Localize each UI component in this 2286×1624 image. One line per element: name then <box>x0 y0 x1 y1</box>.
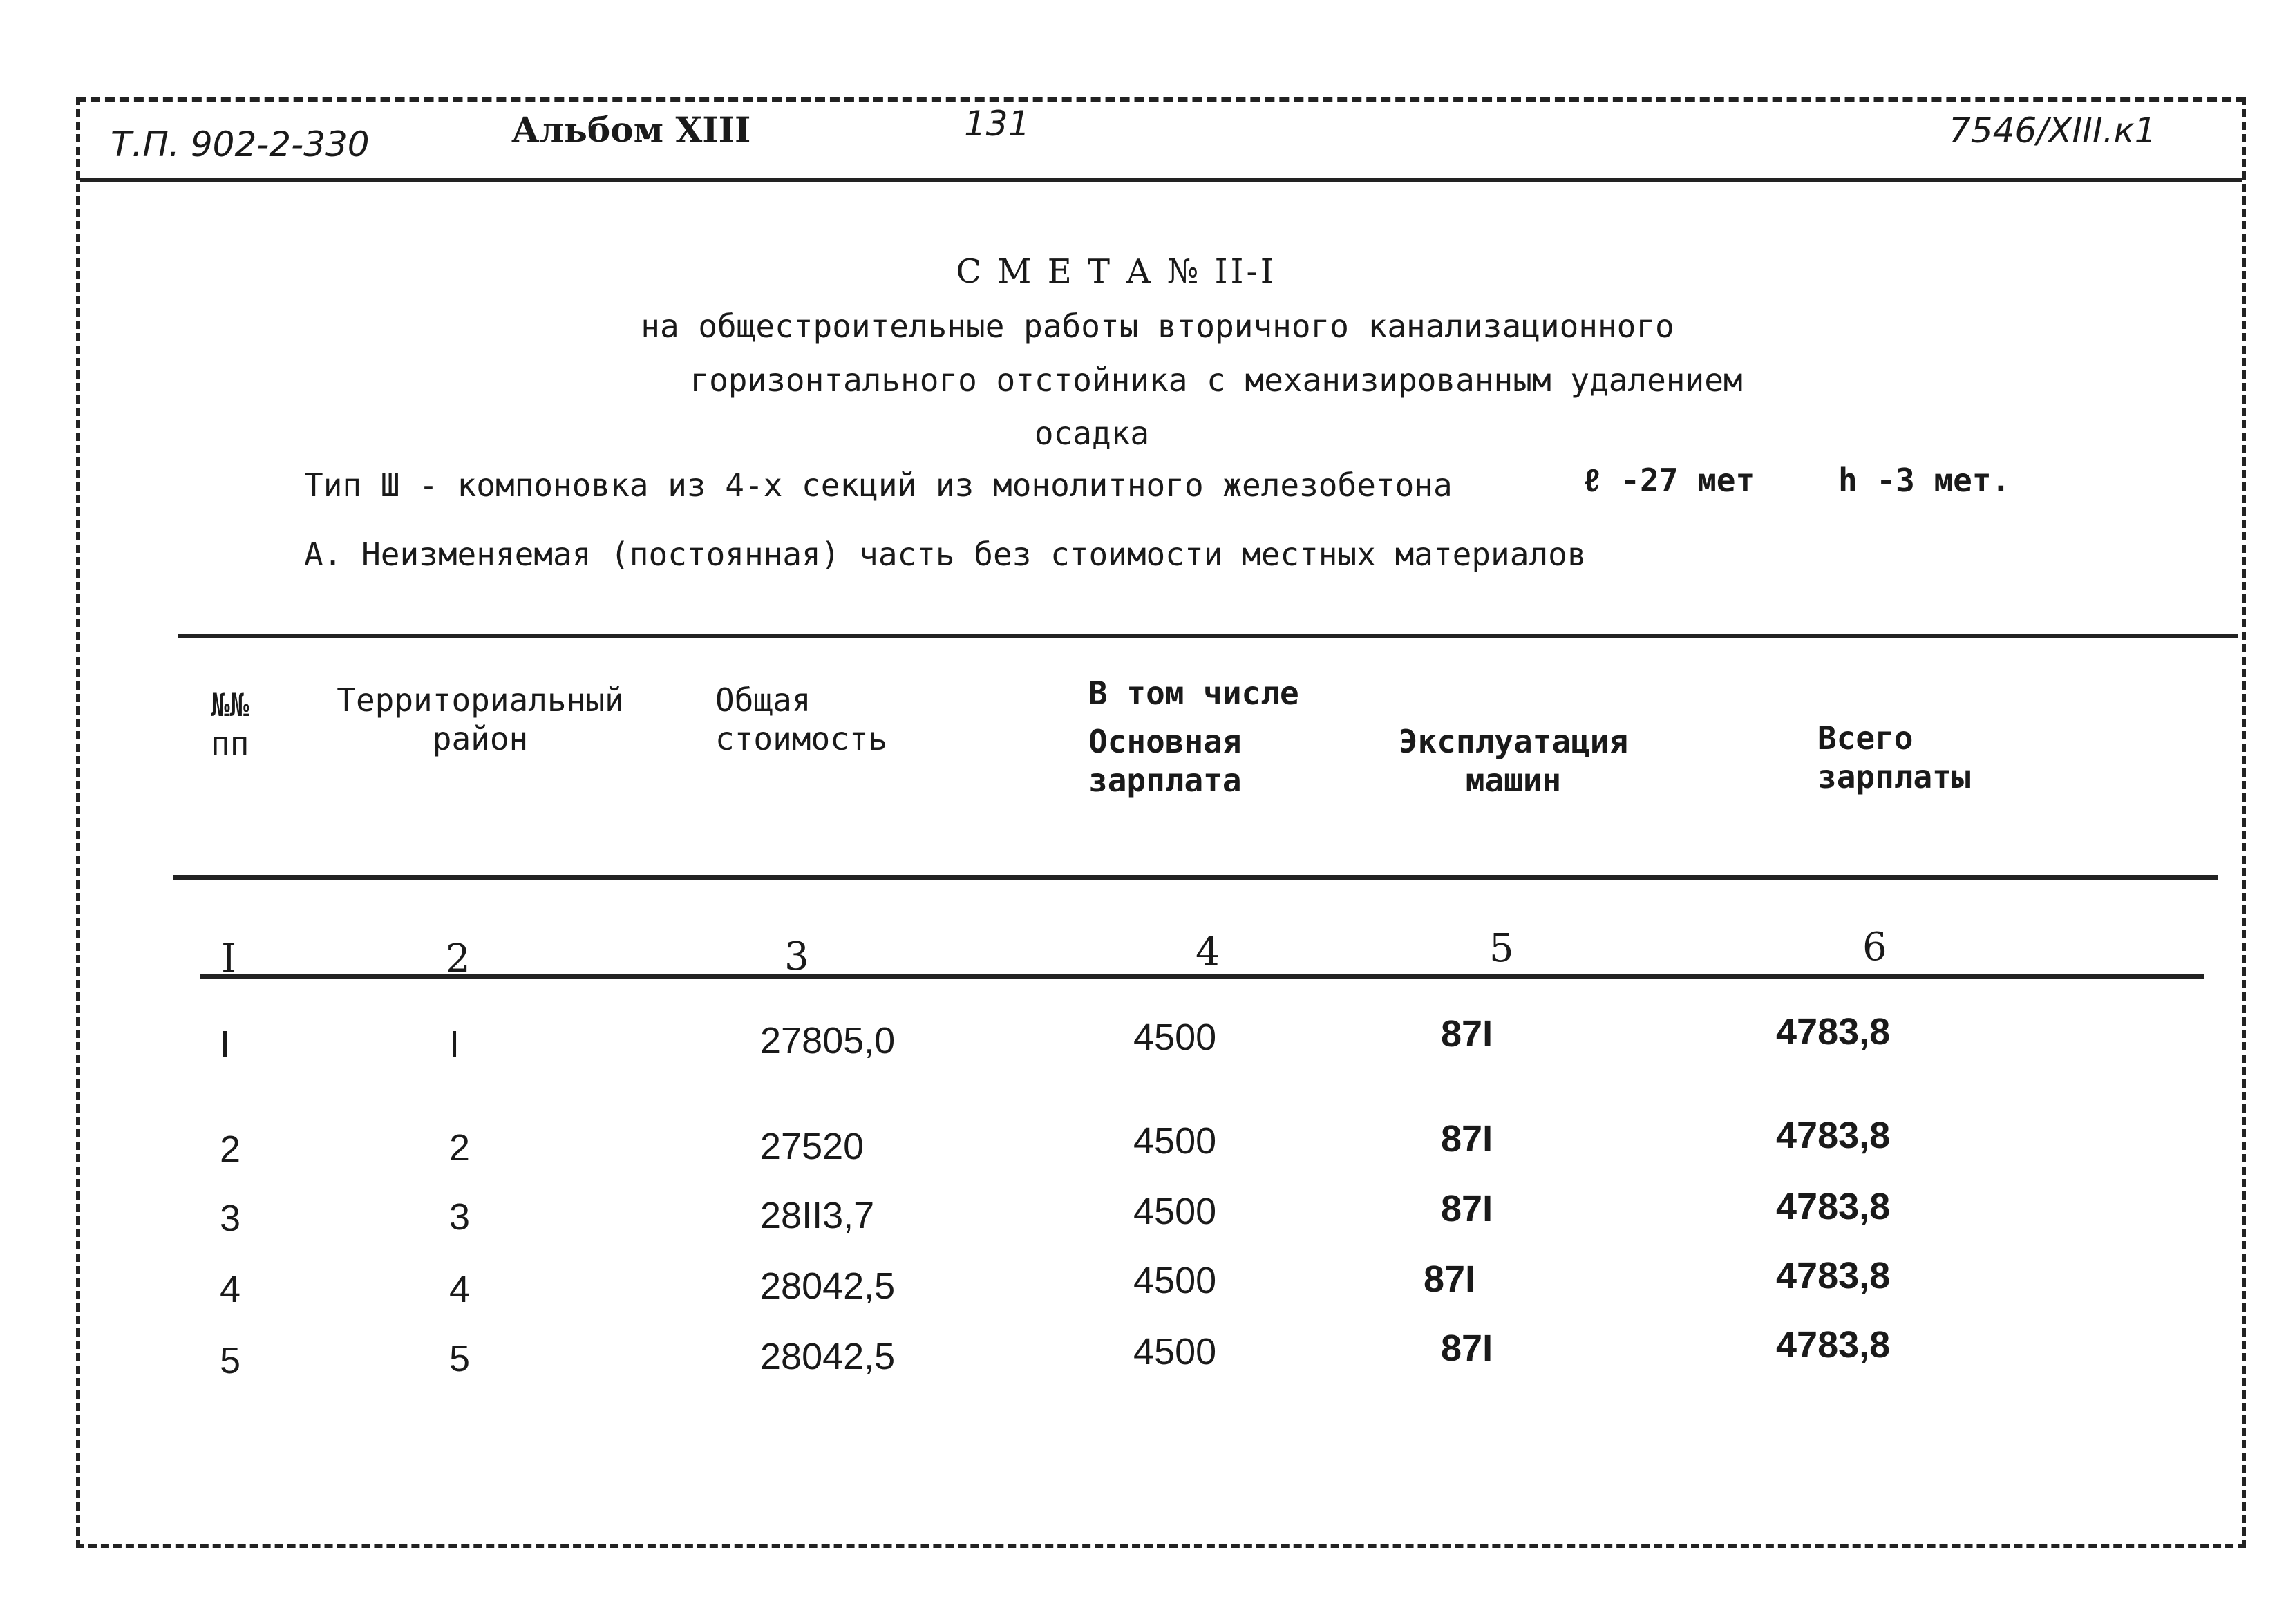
title-line-2: горизонтального отстойника с механизированным удалением <box>690 361 1743 399</box>
column-number-3: 3 <box>784 934 809 979</box>
title-line-1: на общестроительные работы вторичного канализационного <box>641 308 1674 345</box>
header-col-1-line-1: №№ <box>211 686 249 724</box>
column-number-1: I <box>221 936 237 981</box>
row-1-number: I <box>220 1023 231 1065</box>
row-1-total-salary: 4783,8 <box>1776 1011 1891 1052</box>
sheet-number: 131 <box>964 104 1030 144</box>
row-1-machine-operation: 87I <box>1441 1013 1493 1055</box>
project-code: Т.П. 902-2-330 <box>111 124 370 164</box>
row-4-base-salary: 4500 <box>1133 1260 1217 1301</box>
header-col-1-line-2: пп <box>211 725 249 762</box>
header-divider <box>80 178 2242 182</box>
row-3-district: 3 <box>449 1196 471 1238</box>
header-col-5 <box>1382 722 1645 800</box>
row-4-machine-operation: 87I <box>1424 1258 1476 1300</box>
header-col-2 <box>321 681 639 758</box>
row-1-total-cost: 27805,0 <box>760 1020 896 1061</box>
column-number-4: 4 <box>1196 929 1220 974</box>
row-2-total-cost: 27520 <box>760 1126 865 1167</box>
row-5-district: 5 <box>449 1338 471 1379</box>
header-col-3-line-1: Общая <box>715 681 811 719</box>
header-bottom-rule <box>173 875 2218 880</box>
row-5-machine-operation: 87I <box>1441 1328 1493 1369</box>
row-2-total-salary: 4783,8 <box>1776 1115 1891 1156</box>
part-a-line: А. Неизменяемая (постоянная) часть без стоимости местных материалов <box>304 536 1587 573</box>
header-col-4 <box>1088 722 1242 800</box>
header-col-3 <box>715 681 887 758</box>
row-2-base-salary: 4500 <box>1133 1120 1217 1162</box>
header-col-4-line-2: зарплата <box>1088 762 1242 799</box>
height-note: h -3 мет. <box>1838 462 2011 499</box>
column-numbers-rule <box>200 974 2204 979</box>
header-col-2-line-1: Территориальный <box>337 681 624 719</box>
row-4-total-salary: 4783,8 <box>1776 1255 1891 1296</box>
row-4-district: 4 <box>449 1269 471 1310</box>
row-3-total-cost: 28II3,7 <box>760 1195 875 1236</box>
header-col-4-line-1: Основная <box>1088 723 1242 760</box>
row-2-number: 2 <box>220 1129 241 1170</box>
row-3-number: 3 <box>220 1198 241 1239</box>
column-number-5: 5 <box>1489 926 1514 971</box>
row-4-number: 4 <box>220 1269 241 1310</box>
row-5-number: 5 <box>220 1340 241 1381</box>
column-number-2: 2 <box>446 936 471 981</box>
header-col-5-line-1: Эксплуатация <box>1398 723 1629 760</box>
title-line-3: осадка <box>1034 415 1150 452</box>
header-col-6-line-1: Всего <box>1817 719 1914 757</box>
header-col-6 <box>1817 719 1971 796</box>
header-col-3-line-2: стоимость <box>715 720 888 757</box>
inventory-code: 7546/XIII.к1 <box>1949 111 2157 151</box>
row-3-machine-operation: 87I <box>1441 1188 1493 1229</box>
header-col-6-line-2: зарплаты <box>1817 758 1971 795</box>
album-label: Альбом XIII <box>511 109 751 150</box>
row-1-base-salary: 4500 <box>1133 1017 1217 1058</box>
estimate-title: С М Е Т А № II-I <box>956 252 1276 291</box>
row-5-base-salary: 4500 <box>1133 1331 1217 1372</box>
row-4-total-cost: 28042,5 <box>760 1265 896 1307</box>
type-line: Тип Ш - компоновка из 4-х секций из монолитного железобетона <box>304 466 1453 504</box>
row-1-district: I <box>449 1023 460 1065</box>
row-2-district: 2 <box>449 1127 471 1169</box>
header-col-5-line-2: машин <box>1465 762 1562 799</box>
row-3-base-salary: 4500 <box>1133 1191 1217 1232</box>
row-5-total-salary: 4783,8 <box>1776 1324 1891 1366</box>
row-2-machine-operation: 87I <box>1441 1118 1493 1160</box>
column-number-6: 6 <box>1862 925 1887 970</box>
table-top-rule <box>178 634 2238 638</box>
length-note: ℓ -27 мет <box>1583 462 1755 499</box>
row-5-total-cost: 28042,5 <box>760 1336 896 1377</box>
header-group: В том числе <box>1088 674 1299 712</box>
header-col-2-line-2: район <box>432 720 529 757</box>
header-col-1 <box>211 686 249 763</box>
row-3-total-salary: 4783,8 <box>1776 1186 1891 1227</box>
